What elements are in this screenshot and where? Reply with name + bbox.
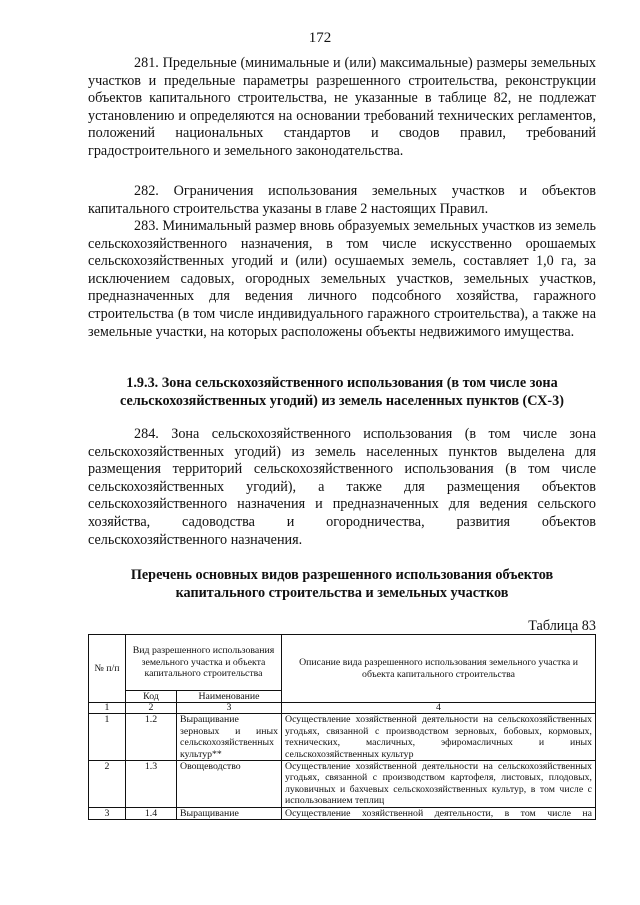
header-number: № п/п — [89, 635, 126, 703]
row-description: Осуществление хозяйственной деятельности, в том числе на — [282, 807, 596, 819]
table-row — [89, 761, 596, 808]
land-use-table — [88, 634, 596, 820]
row-name: Овощеводство — [177, 761, 282, 808]
header-name: Наименование — [177, 691, 282, 703]
header-code: Код — [126, 691, 177, 703]
table-row — [89, 807, 596, 819]
paragraph-282: 282. Ограничения использования земельных участков и объектов капитального строительства указаны в главе 2 настоящих Правил. — [88, 183, 596, 217]
table-header-row — [89, 635, 596, 691]
section-heading: 1.9.3. Зона сельскохозяйственного использования (в том числе зона сельскохозяйственных угодий) из земель населенных пунктов (СХ-3) — [120, 375, 564, 409]
row-number: 1 — [89, 714, 126, 761]
row-description: Осуществление хозяйственной деятельности на сельскохозяйственных угодьях, связанной с производством картофеля, листовых, плодовых, луковичных и бахчевых сельскохозяйственных культур, в том числе с использованием теплиц — [282, 761, 596, 808]
row-code: 1.3 — [126, 761, 177, 808]
row-code: 1.4 — [126, 807, 177, 819]
column-number: 4 — [282, 703, 596, 714]
row-description: Осуществление хозяйственной деятельности на сельскохозяйственных угодьях, связанной с производством зерновых, бобовых, кормовых, технических, масличных, эфиромасличных и иных сельскохозяйственных культур — [282, 714, 596, 761]
paragraph-284: 284. Зона сельскохозяйственного использования (в том числе зона сельскохозяйственных угодий) из земель населенных пунктов выделена для размещения территорий сельскохозяйственного использования (в том числе сельскохозяйственных угодий), а также для размещения объектов сельскохозяйственного назначения и предназначенных для ведения сельского хозяйства, садоводства и огородничества, развития объектов сельскохозяйственного назначения. — [88, 426, 596, 548]
list-title: Перечень основных видов разрешенного использования объектов капитального строительства и земельных участков — [130, 567, 554, 601]
column-number: 1 — [89, 703, 126, 714]
paragraph-281: 281. Предельные (минимальные и (или) максимальные) размеры земельных участков и предельные параметры разрешенного строительства, реконструкции объектов капитального строительства, не указанные в таблице 82, не подлежат установлению и определяются на основании требований технических регламентов, положений национальных стандартов и сводов правил, требований градостроительного и земельного законодательства. — [88, 55, 596, 159]
paragraph-283: 283. Минимальный размер вновь образуемых земельных участков из земель сельскохозяйственного назначения, в том числе искусственно орошаемых сельскохозяйственных угодий и (или) осушаемых земель, составляет 1,0 га, за исключением садовых, огородных земельных участков, земельных участков, предназначенных для ведения личного подсобного хозяйства, гаражного строительства (в том числе индивидуального гаражного строительства), а также на земельные участки, на которых расположены объекты недвижимого имущества. — [88, 218, 596, 340]
row-name: Выращивание зерновых и иных сельскохозяйственных культур** — [177, 714, 282, 761]
header-kind-group: Вид разрешенного использования земельного участка и объекта капитального строительства — [126, 635, 282, 691]
row-name: Выращивание — [177, 807, 282, 819]
header-description: Описание вида разрешенного использования земельного участка и объекта капитального строительства — [282, 635, 596, 703]
row-number: 2 — [89, 761, 126, 808]
row-code: 1.2 — [126, 714, 177, 761]
column-numbers-row — [89, 703, 596, 714]
column-number: 2 — [126, 703, 177, 714]
column-number: 3 — [177, 703, 282, 714]
table-row — [89, 714, 596, 761]
row-number: 3 — [89, 807, 126, 819]
page-number: 172 — [308, 30, 332, 46]
table-caption: Таблица 83 — [528, 618, 596, 634]
